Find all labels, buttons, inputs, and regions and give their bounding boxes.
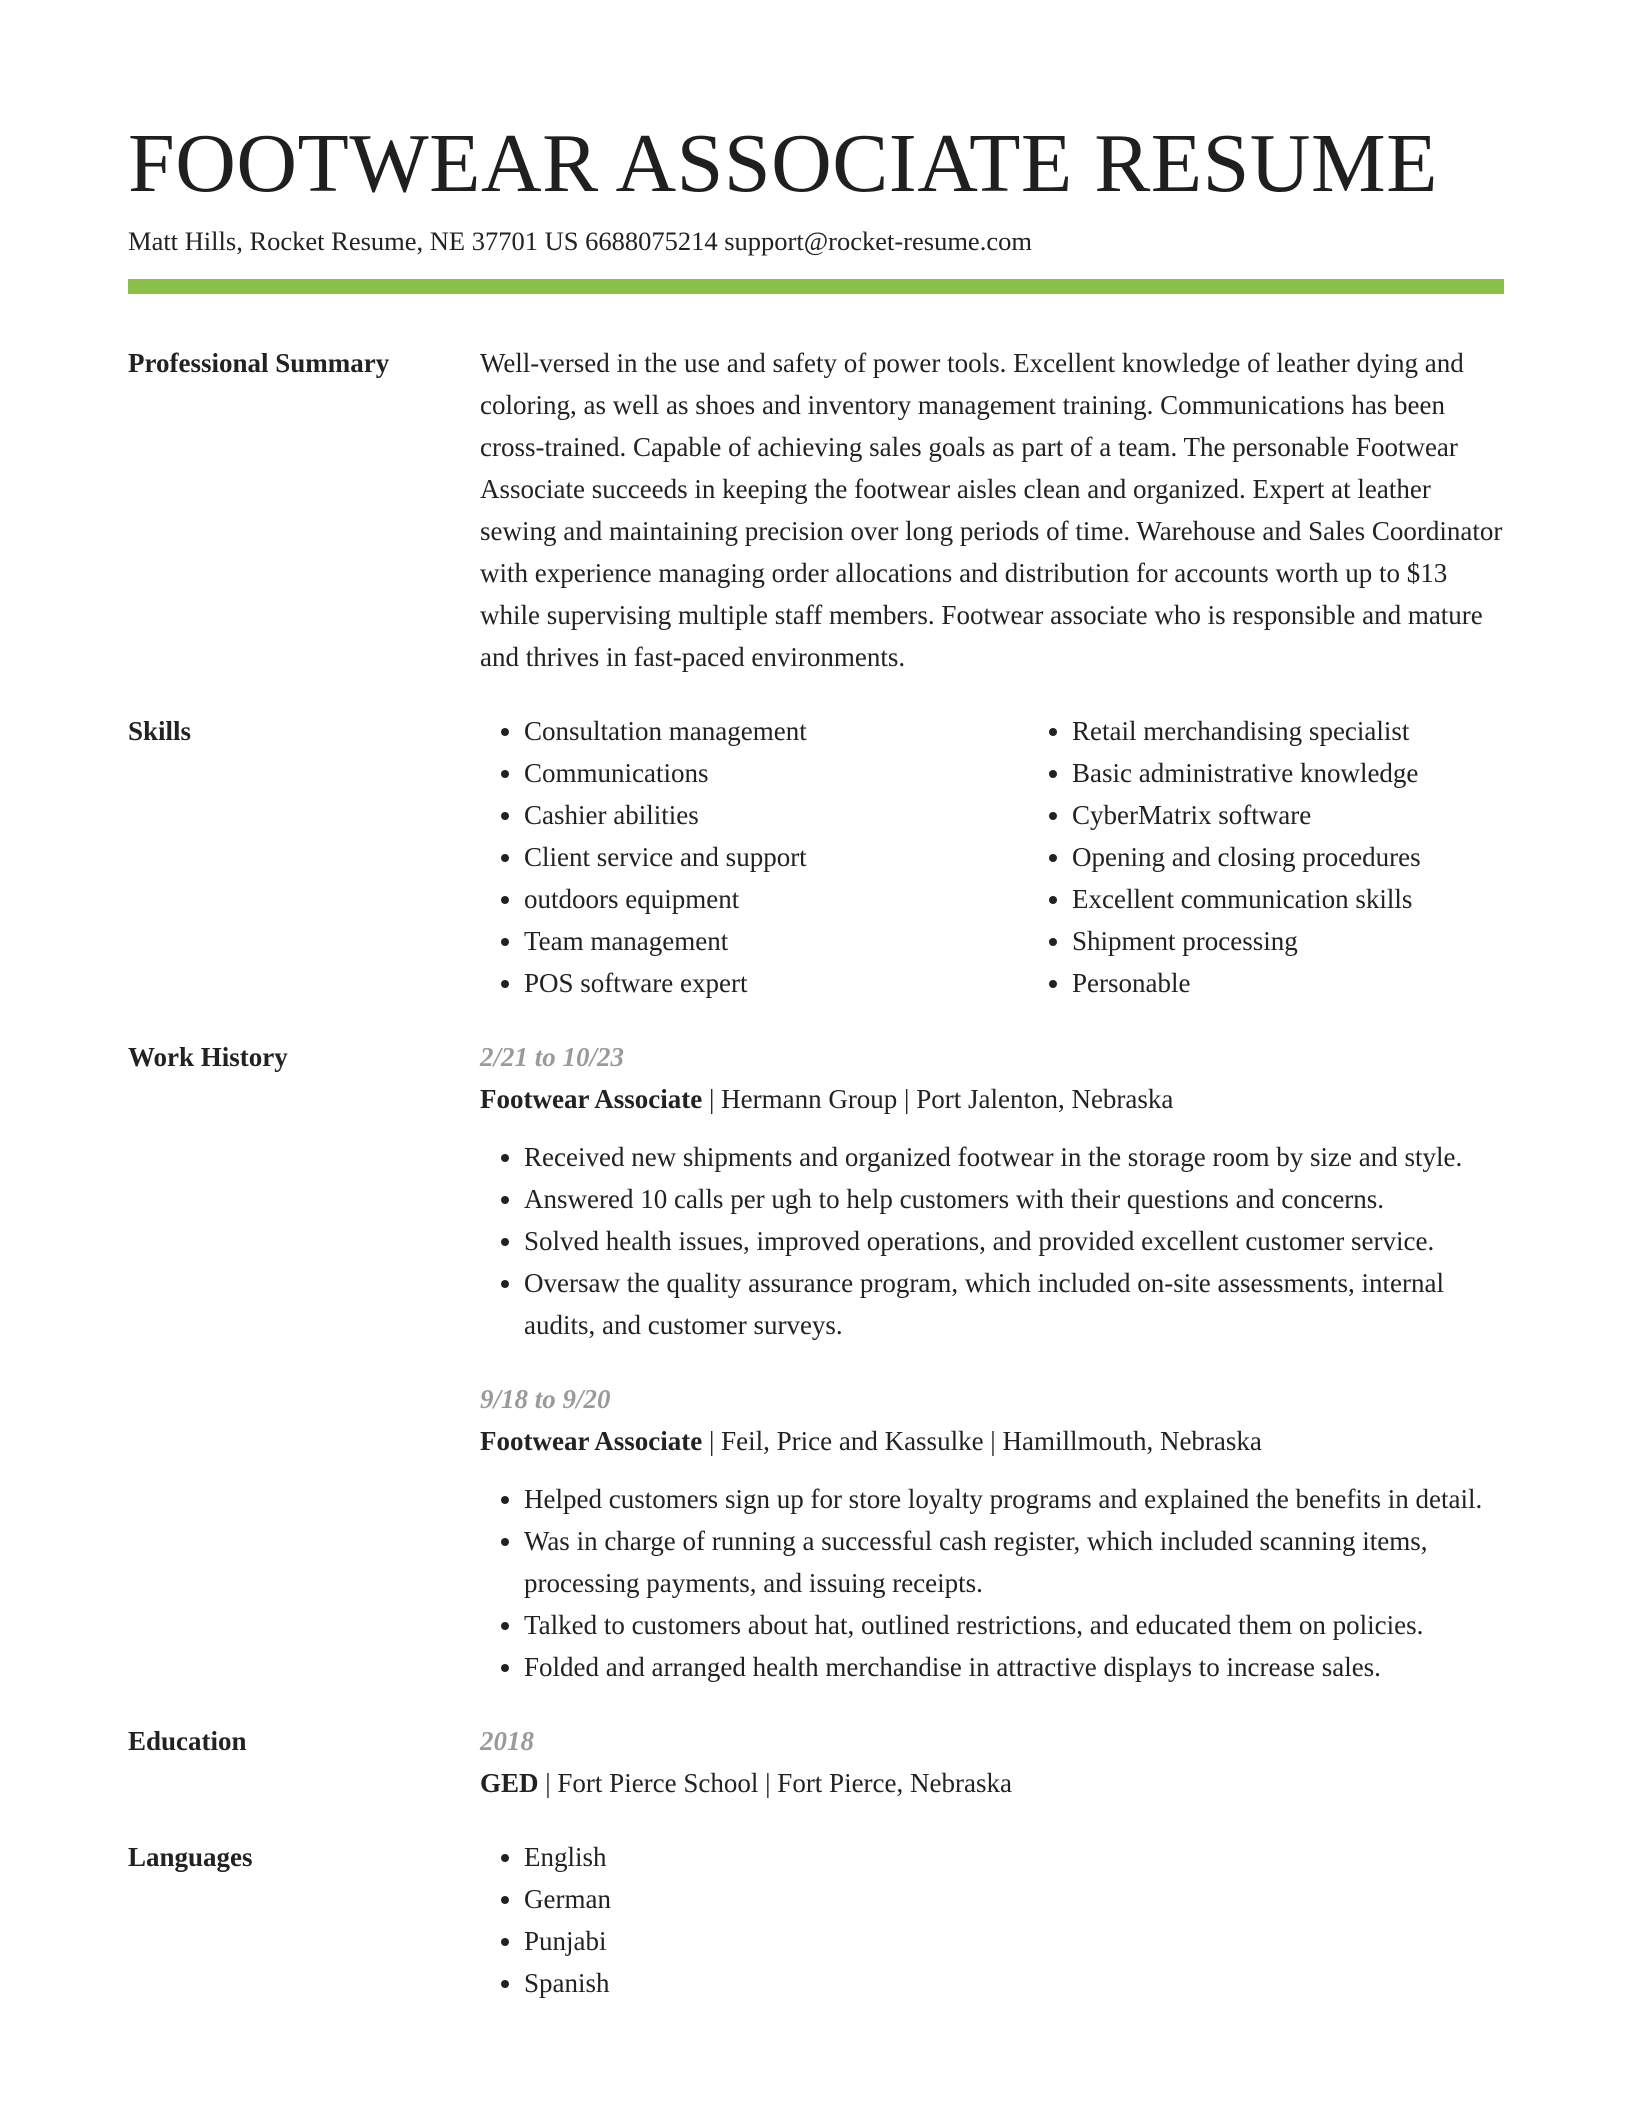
- skill-item: • Opening and closing procedures: [1072, 836, 1504, 878]
- contact-line: Matt Hills, Rocket Resume, NE 37701 US 6688075214 support@rocket-resume.com: [128, 226, 1032, 257]
- job-title: Footwear Associate: [480, 1083, 703, 1114]
- skills-list-left: [480, 710, 1028, 1004]
- language-item: • German: [524, 1878, 1504, 1920]
- job-dates: 9/18 to 9/20: [480, 1383, 611, 1414]
- skill-item: • POS software expert: [524, 962, 1028, 1004]
- accent-divider: [128, 279, 1504, 294]
- job-bullet: • Helped customers sign up for store loyalty programs and explained the benefits in detail.: [524, 1478, 1504, 1520]
- skill-item: • Client service and support: [524, 836, 1028, 878]
- job-bullets: [480, 1136, 1504, 1346]
- work-history-heading: Work History: [128, 1041, 288, 1072]
- job-heading: [480, 1420, 1504, 1462]
- skill-item: • Retail merchandising specialist: [1072, 710, 1504, 752]
- skill-item: • Basic administrative knowledge: [1072, 752, 1504, 794]
- language-item: • Punjabi: [524, 1920, 1504, 1962]
- skill-item: • Communications: [524, 752, 1028, 794]
- skills-list-right: [1028, 710, 1504, 1004]
- job-bullet: • Solved health issues, improved operations, and provided excellent customer service.: [524, 1220, 1504, 1262]
- summary-heading: Professional Summary: [128, 347, 390, 378]
- skill-item: • Excellent communication skills: [1072, 878, 1504, 920]
- job-heading: [480, 1078, 1504, 1120]
- skill-item: • Team management: [524, 920, 1028, 962]
- summary-section: [128, 342, 1504, 678]
- skill-item: • Cashier abilities: [524, 794, 1028, 836]
- skill-item: • Shipment processing: [1072, 920, 1504, 962]
- language-item: • English: [524, 1836, 1504, 1878]
- job-bullet: • Was in charge of running a successful cash register, which included scanning items, processing payments, and issuing receipts.: [524, 1520, 1504, 1604]
- language-item: • Spanish: [524, 1962, 1504, 2004]
- job-bullet: • Answered 10 calls per ugh to help customers with their questions and concerns.: [524, 1178, 1504, 1220]
- job-bullet: • Oversaw the quality assurance program, which included on-site assessments, internal audits, and customer surveys.: [524, 1262, 1504, 1346]
- summary-text: Well-versed in the use and safety of power tools. Excellent knowledge of leather dying and coloring, as well as shoes and inventory management training. Communications has been cross-trained. Capable of achieving sales goals as part of a team. The personable Footwear Associate succeeds in keeping the footwear aisles clean and organized. Expert at leather sewing and maintaining precision over long periods of time. Warehouse and Sales Coordinator with experience managing order allocations and distribution for accounts worth up to $13 while supervising multiple staff members. Footwear associate who is responsible and mature and thrives in fast-paced environments.: [480, 347, 1503, 672]
- job-title: Footwear Associate: [480, 1425, 703, 1456]
- education-year: 2018: [480, 1725, 534, 1756]
- languages-list: [480, 1836, 1504, 2004]
- skill-item: • CyberMatrix software: [1072, 794, 1504, 836]
- job-bullet: • Received new shipments and organized footwear in the storage room by size and style.: [524, 1136, 1504, 1178]
- skills-heading: Skills: [128, 715, 192, 746]
- job-entry: [480, 1036, 1504, 1346]
- job-bullets: [480, 1478, 1504, 1688]
- education-heading: Education: [128, 1725, 247, 1756]
- skills-section: [128, 710, 1504, 1004]
- job-dates: 2/21 to 10/23: [480, 1041, 625, 1072]
- education-line: [480, 1762, 1504, 1804]
- languages-heading: Languages: [128, 1841, 253, 1872]
- job-bullet: • Folded and arranged health merchandise in attractive displays to increase sales.: [524, 1646, 1504, 1688]
- education-degree: GED: [480, 1767, 539, 1798]
- education-section: [128, 1720, 1504, 1804]
- resume-title: FOOTWEAR ASSOCIATE RESUME: [128, 117, 1438, 210]
- job-details: | Feil, Price and Kassulke | Hamillmouth, Nebraska: [702, 1425, 1262, 1456]
- job-bullet: • Talked to customers about hat, outlined restrictions, and educated them on policies.: [524, 1604, 1504, 1646]
- skill-item: • outdoors equipment: [524, 878, 1028, 920]
- skill-item: • Personable: [1072, 962, 1504, 1004]
- skill-item: • Consultation management: [524, 710, 1028, 752]
- work-history-section: [128, 1036, 1504, 1688]
- education-details: | Fort Pierce School | Fort Pierce, Nebraska: [538, 1767, 1012, 1798]
- job-details: | Hermann Group | Port Jalenton, Nebraska: [702, 1083, 1174, 1114]
- job-entry: [480, 1378, 1504, 1688]
- languages-section: [128, 1836, 1504, 2004]
